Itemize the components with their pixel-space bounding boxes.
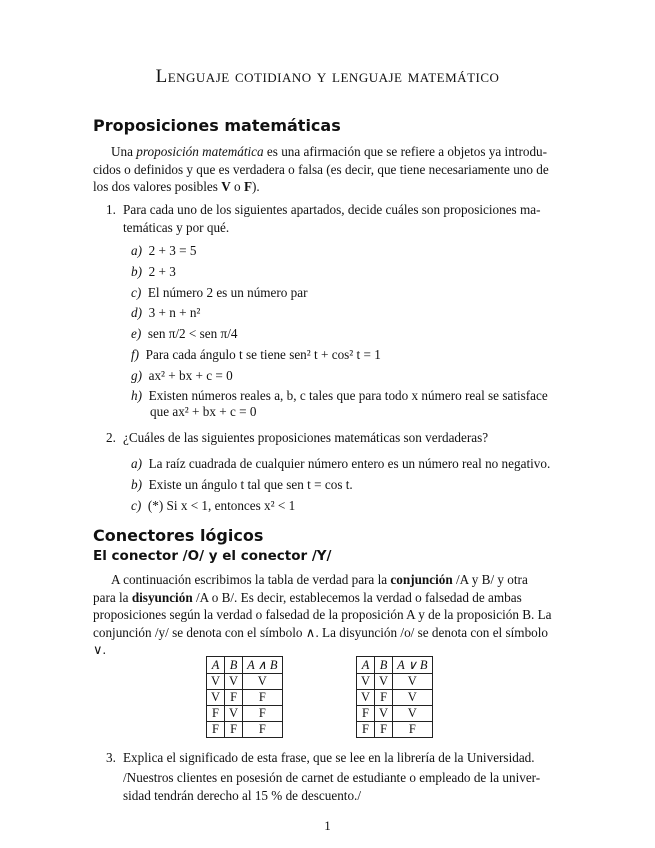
column-header: A xyxy=(357,657,375,674)
table-cell: F xyxy=(243,706,282,722)
section-heading-proposiciones: Proposiciones matemáticas xyxy=(93,116,341,135)
table-row xyxy=(357,722,433,738)
question-number: 3. xyxy=(106,750,116,765)
list-item: a) La raíz cuadrada de cualquier número entero es un número real no negativo. xyxy=(131,456,551,471)
list-item: d) 3 + n + n² xyxy=(131,305,201,320)
connectors-paragraph: A continuación escribimos la tabla de verdad para la conjunción /A y B/ y otra para la disyunción /A o B/. Es decir, establecemos la verdad o falsedad de ambas proposiciones según la verdad o falsedad de la proposición A y de la proposición B. La conjunción /y/ se denota con el símbolo ∧. La disyunción /o/ se denota con el símbolo ∨. xyxy=(93,572,552,657)
column-header: B xyxy=(375,657,393,674)
list-item: b) Existe un ángulo t tal que sen t = cos t. xyxy=(131,477,353,492)
intro-paragraph: Una proposición matemática es una afirmación que se refiere a objetos ya introdu- cidos o definidos y que es verdadera o falsa (es decir, que tiene necesariamente uno de los dos valores posibles V o F). xyxy=(93,144,549,194)
table-cell: F xyxy=(243,722,282,738)
table-cell: F xyxy=(357,706,375,722)
column-header: B xyxy=(225,657,243,674)
quote-paragraph: /Nuestros clientes en posesión de carnet de estudiante o empleado de la univer- sidad tendrán derecho al 15 % de descuento./ xyxy=(123,770,541,803)
table-cell: F xyxy=(357,722,375,738)
table-cell: V xyxy=(225,706,243,722)
table-cell: F xyxy=(207,706,225,722)
list-item: e) sen π/2 < sen π/4 xyxy=(131,326,238,341)
table-row xyxy=(207,674,283,690)
list-item: g) ax² + bx + c = 0 xyxy=(131,368,233,383)
table-cell: F xyxy=(225,690,243,706)
table-cell: V xyxy=(393,674,432,690)
question-1-text: Para cada uno de los siguientes apartados, decide cuáles son proposiciones ma- temáticas y por qué. xyxy=(123,202,541,235)
question-number: 1. xyxy=(106,202,116,217)
table-header-row xyxy=(357,657,433,674)
list-item: f) Para cada ángulo t se tiene sen² t + cos² t = 1 xyxy=(131,347,381,362)
truth-table-and xyxy=(206,656,283,738)
table-cell: F xyxy=(375,722,393,738)
table-row xyxy=(207,722,283,738)
column-header: A ∧ B xyxy=(243,657,282,674)
document-title: Lenguaje cotidiano y lenguaje matemático xyxy=(155,66,500,87)
table-row xyxy=(357,690,433,706)
list-item: h) Existen números reales a, b, c tales que para todo x número real se satisface xyxy=(131,388,548,403)
question-3-text: Explica el significado de esta frase, que se lee en la librería de la Universidad. xyxy=(123,750,535,765)
table-cell: V xyxy=(243,674,282,690)
table-row xyxy=(207,690,283,706)
table-cell: V xyxy=(207,690,225,706)
table-cell: V xyxy=(225,674,243,690)
list-item: a) 2 + 3 = 5 xyxy=(131,243,197,258)
column-header: A xyxy=(207,657,225,674)
table-cell: F xyxy=(393,722,432,738)
table-cell: F xyxy=(243,690,282,706)
question-number: 2. xyxy=(106,430,116,445)
table-cell: F xyxy=(207,722,225,738)
table-cell: F xyxy=(375,690,393,706)
table-cell: V xyxy=(393,706,432,722)
list-item: c) El número 2 es un número par xyxy=(131,285,308,300)
table-row xyxy=(357,706,433,722)
table-cell: V xyxy=(357,674,375,690)
list-item: c) (*) Si x < 1, entonces x² < 1 xyxy=(131,498,296,513)
list-item: b) 2 + 3 xyxy=(131,264,176,279)
truth-table-or xyxy=(356,656,433,738)
table-cell: V xyxy=(207,674,225,690)
subsection-heading: El conector /O/ y el conector /Y/ xyxy=(93,548,332,564)
table-cell: V xyxy=(375,706,393,722)
page-number: 1 xyxy=(324,818,331,833)
table-header-row xyxy=(207,657,283,674)
table-row xyxy=(207,706,283,722)
table-row xyxy=(357,674,433,690)
list-item-continuation: que ax² + bx + c = 0 xyxy=(150,404,257,419)
column-header: A ∨ B xyxy=(393,657,432,674)
table-cell: V xyxy=(393,690,432,706)
table-cell: V xyxy=(375,674,393,690)
table-cell: V xyxy=(357,690,375,706)
question-2-text: ¿Cuáles de las siguientes proposiciones matemáticas son verdaderas? xyxy=(123,430,489,445)
table-cell: F xyxy=(225,722,243,738)
section-heading-conectores: Conectores lógicos xyxy=(93,526,264,545)
